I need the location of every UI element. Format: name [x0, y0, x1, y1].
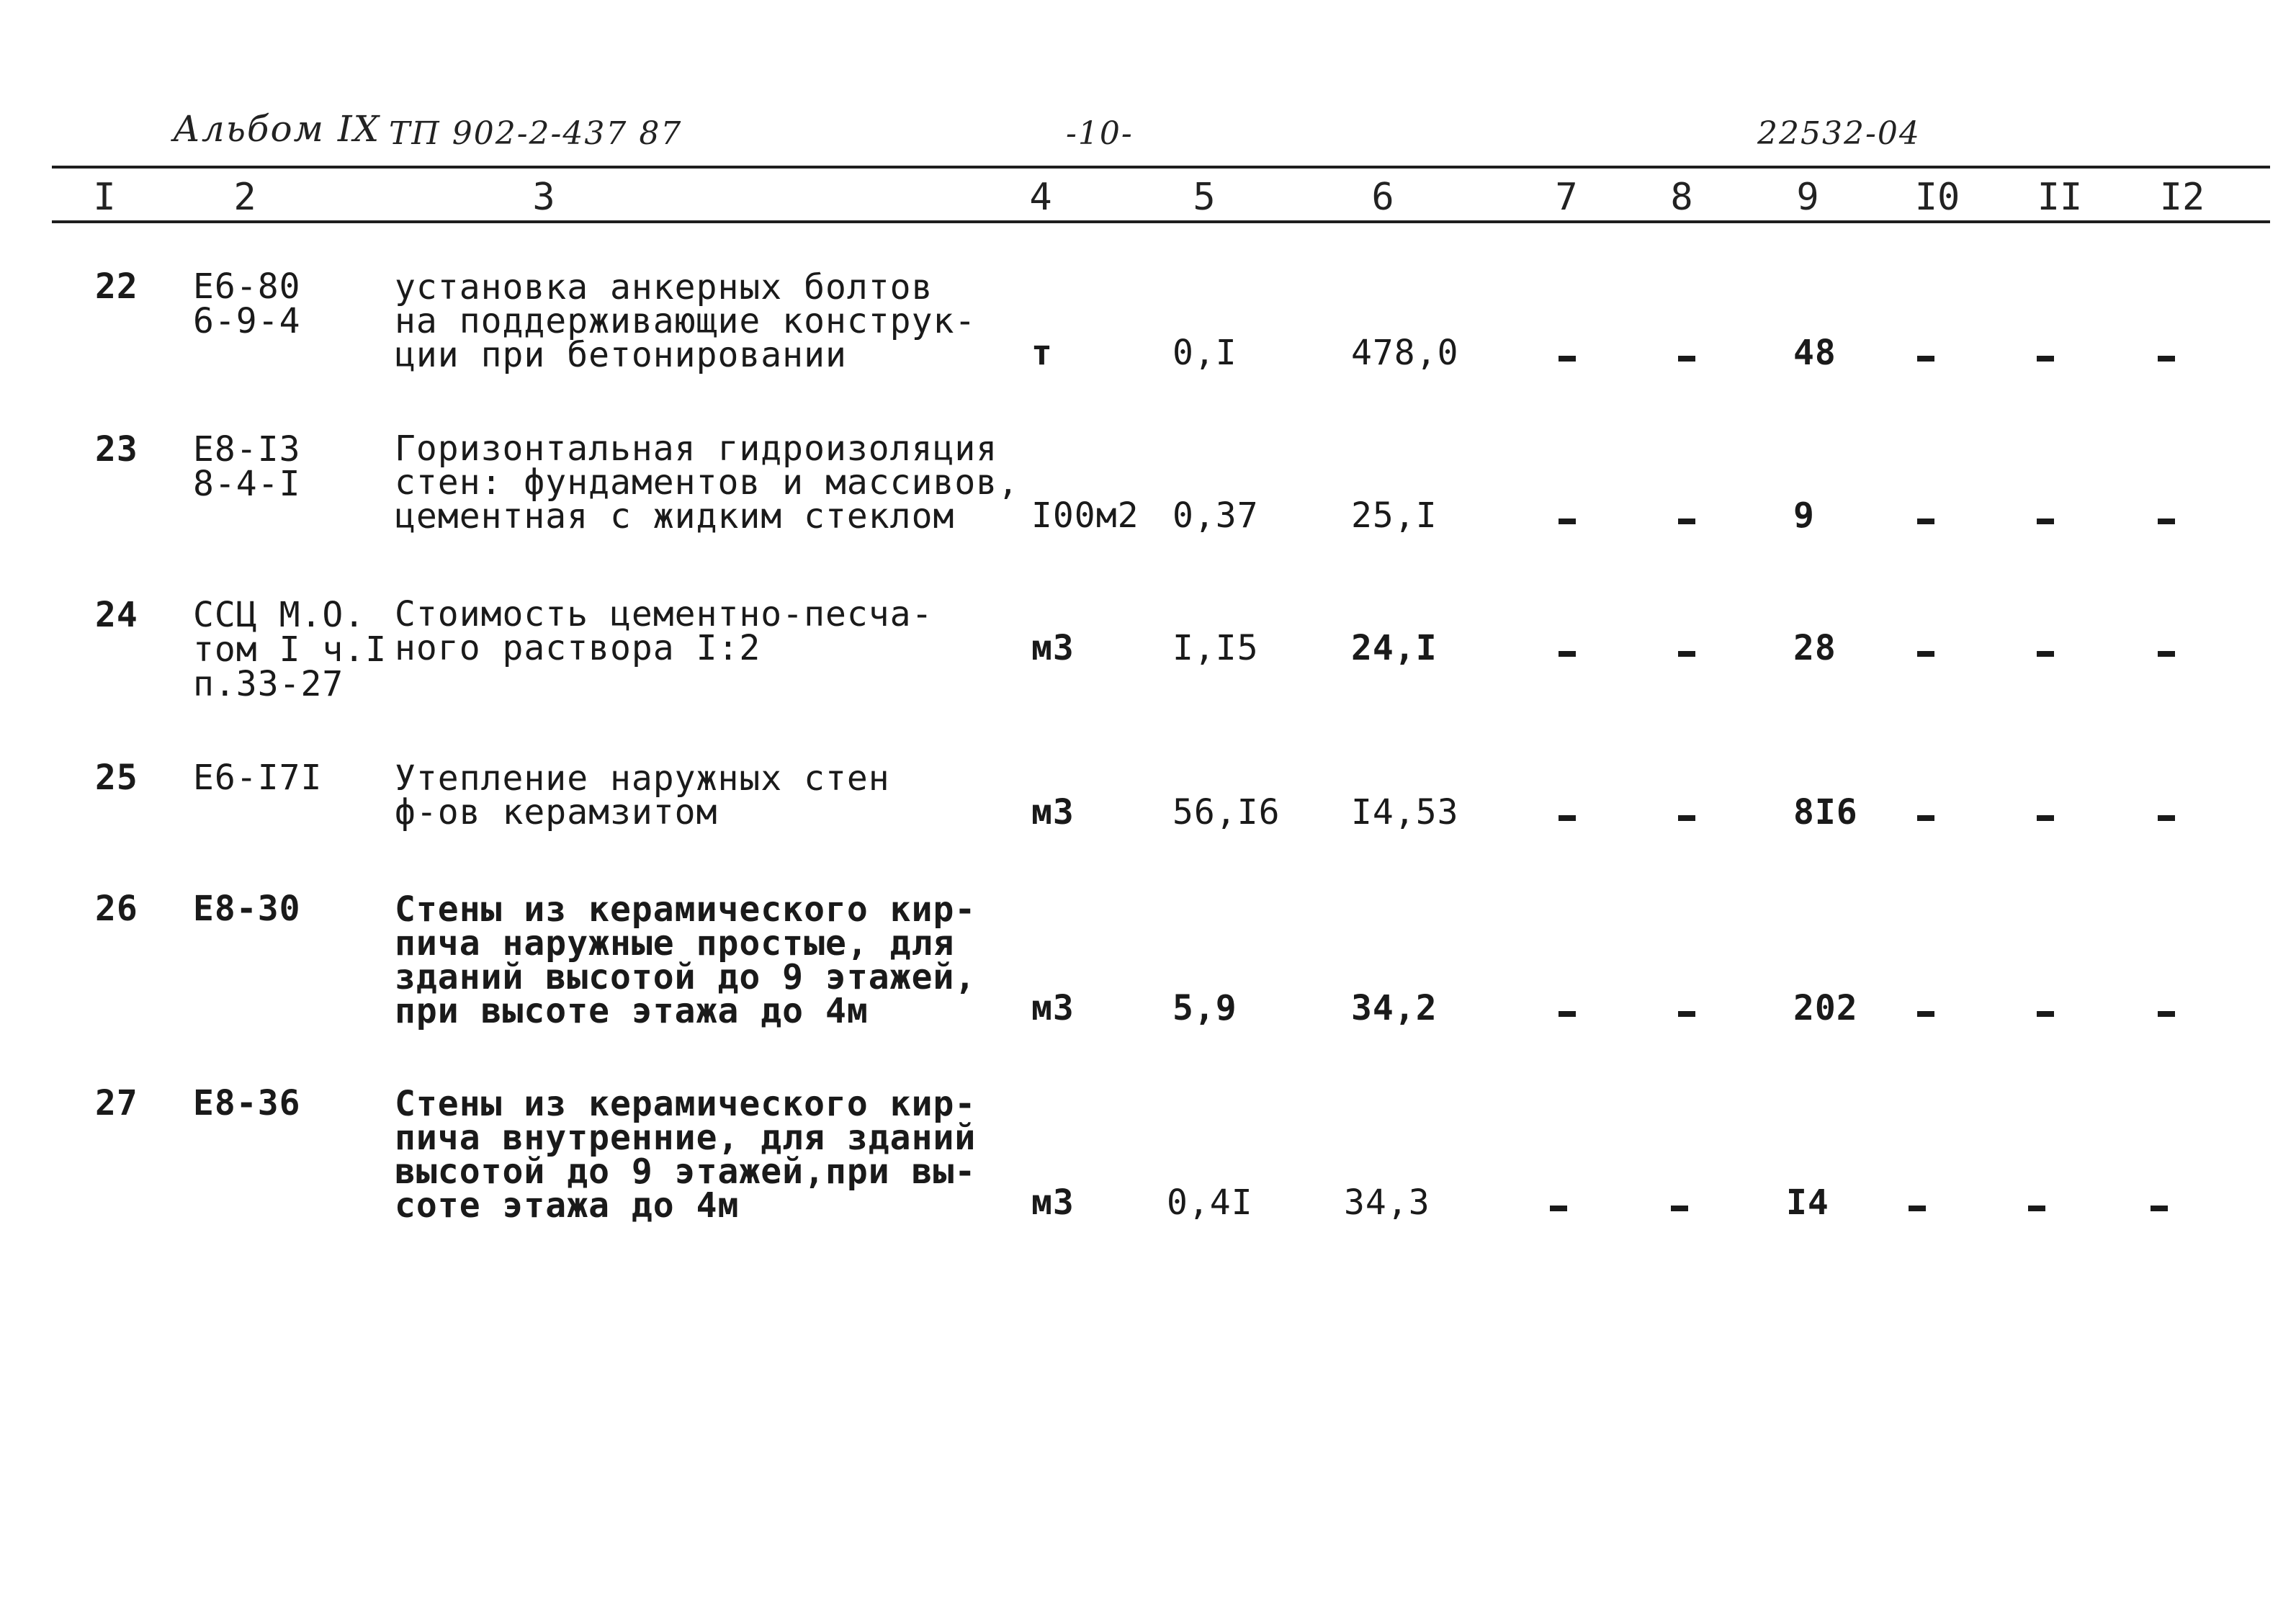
row-number: 24 [95, 595, 138, 635]
rate-code: ССЦ М.О. том I ч.I п.33-27 [193, 595, 387, 704]
row-number: 22 [95, 266, 138, 307]
work-description: Горизонтальная гидроизоляция стен: фундаментов и массивов, цементная с жидким стеклом [395, 428, 1020, 537]
dash-col-7 [1559, 815, 1576, 821]
unit-price: 25,I [1351, 495, 1438, 536]
column-number-5: 5 [1193, 176, 1216, 219]
column-number-2: 2 [233, 176, 256, 219]
unit: м3 [1031, 628, 1075, 668]
row-number: 27 [95, 1083, 138, 1123]
dash-col-8 [1678, 651, 1695, 657]
quantity: I,I5 [1172, 628, 1259, 668]
column-number-6: 6 [1371, 176, 1394, 219]
quantity: 5,9 [1172, 988, 1237, 1028]
unit-price: 24,I [1351, 628, 1438, 668]
dash-col-10 [1917, 1011, 1934, 1017]
dash-col-12 [2151, 1206, 2168, 1211]
unit: I00м2 [1031, 495, 1139, 536]
unit: м3 [1031, 792, 1075, 832]
unit-price: 34,3 [1344, 1182, 1430, 1223]
dash-col-11 [2037, 519, 2054, 524]
dash-col-12 [2158, 815, 2175, 821]
column-number-3: 3 [532, 176, 555, 219]
dash-col-7 [1559, 519, 1576, 524]
rate-code: Е8-30 [193, 889, 301, 929]
unit-price: 478,0 [1351, 333, 1459, 373]
dash-col-10 [1917, 815, 1934, 821]
dash-col-10 [1909, 1206, 1926, 1211]
dash-col-8 [1671, 1206, 1688, 1211]
total-cost: 48 [1793, 333, 1837, 373]
rate-code: Е6-80 6-9-4 [193, 266, 301, 341]
column-number-7: 7 [1555, 176, 1578, 219]
work-description: Утепление наружных стен ф-ов керамзитом [395, 758, 890, 832]
dash-col-11 [2028, 1206, 2045, 1211]
dash-col-10 [1917, 356, 1934, 362]
total-cost: 202 [1793, 988, 1858, 1028]
page-number: -10- [1066, 115, 1134, 152]
column-number-4: 4 [1029, 176, 1052, 219]
unit: т [1031, 333, 1053, 373]
dash-col-8 [1678, 1011, 1695, 1017]
work-description: Стоимость цементно-песча- ного раствора I:2 [395, 594, 933, 668]
quantity: 56,I6 [1172, 792, 1281, 832]
column-number-9: 9 [1796, 176, 1819, 219]
work-description: Стены из керамического кир- пича внутренние, для зданий высотой до 9 этажей,при вы- соте этажа до 4м [395, 1084, 977, 1226]
column-number-10: I0 [1914, 176, 1960, 219]
quantity: 0,I [1172, 333, 1237, 373]
dash-col-10 [1917, 651, 1934, 657]
unit: м3 [1031, 1182, 1075, 1223]
dash-col-10 [1917, 519, 1934, 524]
column-number-8: 8 [1670, 176, 1693, 219]
dash-col-12 [2158, 356, 2175, 362]
dash-col-7 [1559, 651, 1576, 657]
quantity: 0,37 [1172, 495, 1259, 536]
row-number: 23 [95, 429, 138, 470]
dash-col-8 [1678, 519, 1695, 524]
rate-code: Е6-I7I [193, 758, 323, 798]
dash-col-11 [2037, 815, 2054, 821]
header-bottom-rule [52, 220, 2270, 223]
dash-col-12 [2158, 651, 2175, 657]
quantity: 0,4I [1167, 1182, 1253, 1223]
rate-code: Е8-36 [193, 1083, 301, 1123]
dash-col-8 [1678, 356, 1695, 362]
dash-col-11 [2037, 1011, 2054, 1017]
work-description: установка анкерных болтов на поддерживающие конструк- ции при бетонировании [395, 267, 977, 375]
row-number: 25 [95, 758, 138, 798]
total-cost: 9 [1793, 495, 1815, 536]
document-number: 22532-04 [1757, 115, 1921, 152]
total-cost: 28 [1793, 628, 1837, 668]
total-cost: I4 [1786, 1182, 1829, 1223]
unit-price: 34,2 [1351, 988, 1438, 1028]
dash-col-7 [1559, 356, 1576, 362]
total-cost: 8I6 [1793, 792, 1858, 832]
column-number-11: II [2037, 176, 2083, 219]
dash-col-7 [1559, 1011, 1576, 1017]
row-number: 26 [95, 889, 138, 929]
column-number-1: I [93, 176, 116, 219]
dash-col-8 [1678, 815, 1695, 821]
unit-price: I4,53 [1351, 792, 1459, 832]
dash-col-12 [2158, 1011, 2175, 1017]
rate-code: Е8-I3 8-4-I [193, 429, 301, 504]
project-code: ТП 902-2-437 87 [389, 115, 683, 152]
dash-col-7 [1550, 1206, 1567, 1211]
dash-col-12 [2158, 519, 2175, 524]
dash-col-11 [2037, 356, 2054, 362]
column-number-12: I2 [2159, 176, 2205, 219]
unit: м3 [1031, 988, 1075, 1028]
dash-col-11 [2037, 651, 2054, 657]
album-label: Альбом IX [173, 108, 381, 150]
work-description: Стены из керамического кир- пича наружные простые, для зданий высотой до 9 этажей, при высоте этажа до 4м [395, 889, 977, 1031]
header-top-rule [52, 166, 2270, 169]
